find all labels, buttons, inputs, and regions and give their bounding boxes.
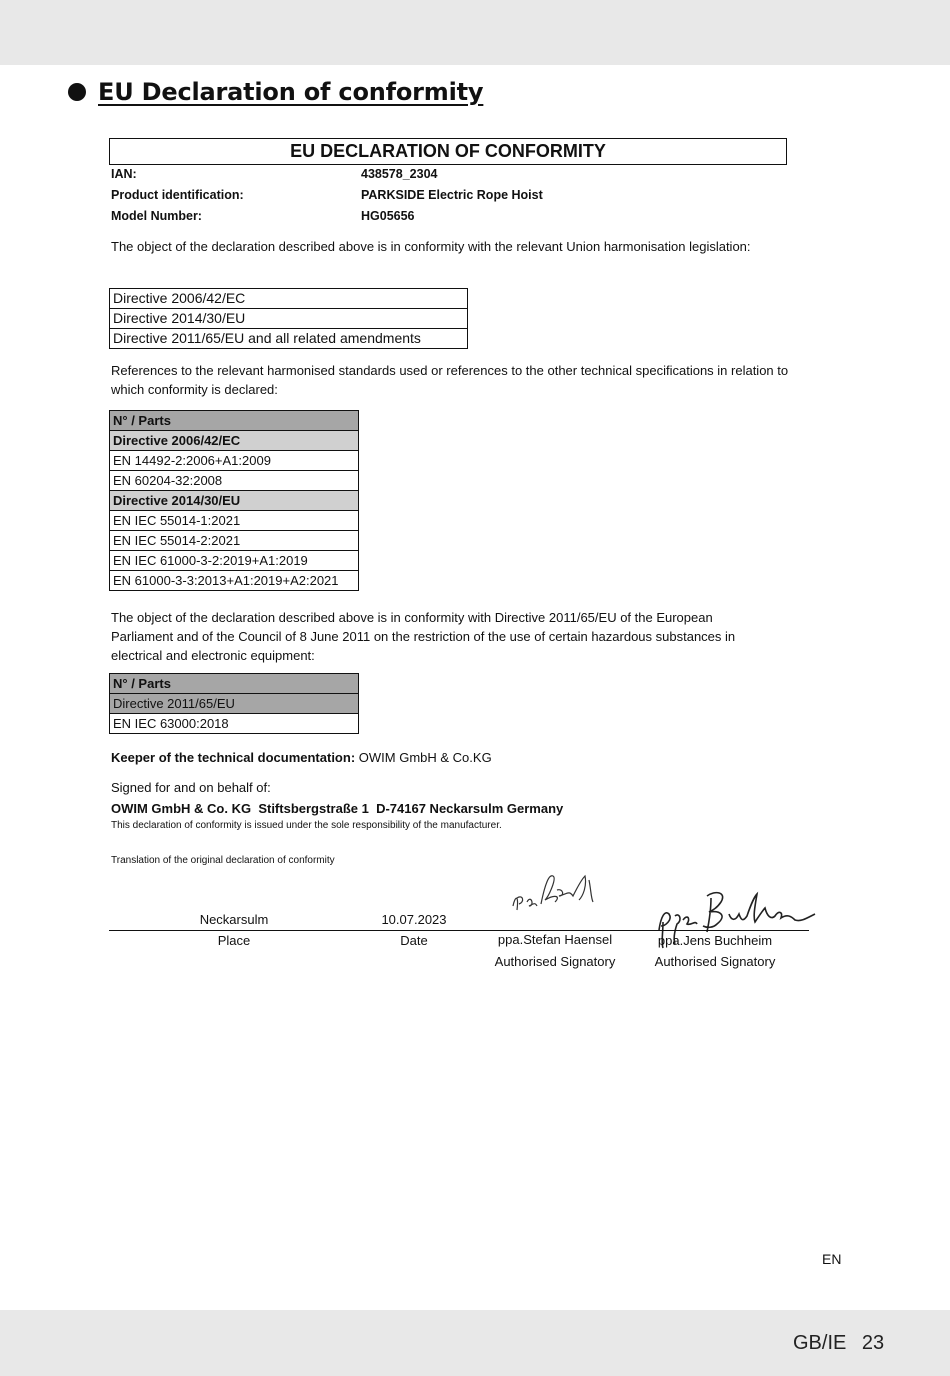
bullet-icon: [68, 83, 86, 101]
table-row: EN IEC 63000:2018: [110, 714, 359, 734]
place-value: Neckarsulm: [199, 912, 269, 927]
rohs-table: [109, 673, 359, 734]
table-row: EN 60204-32:2008: [110, 471, 359, 491]
date-label: Date: [400, 933, 428, 948]
table-row: EN IEC 61000-3-2:2019+A1:2019: [110, 551, 359, 571]
signature-haensel: [505, 866, 605, 926]
table-section: Directive 2011/65/EU: [110, 694, 359, 714]
directives-table: [109, 288, 468, 349]
signer2-name: ppa.Jens Buchheim: [657, 933, 773, 948]
page-number: GB/IE 23: [793, 1332, 885, 1354]
directive-item: Directive 2006/42/EC: [110, 289, 468, 309]
product-label: Product identification:: [111, 188, 244, 202]
translation-note: Translation of the original declaration of conformity: [111, 855, 335, 866]
model-label: Model Number:: [111, 209, 202, 223]
signer1-name: ppa.Stefan Haensel: [497, 932, 613, 947]
table-row: EN 14492-2:2006+A1:2009: [110, 451, 359, 471]
keeper-label: Keeper of the technical documentation:: [111, 750, 356, 765]
page-title: EU Declaration of conformity: [98, 78, 484, 106]
signer2-role: Authorised Signatory: [654, 954, 776, 969]
signed-for-text: Signed for and on behalf of:: [111, 780, 271, 795]
table-row: EN IEC 55014-1:2021: [110, 511, 359, 531]
directive-item: Directive 2011/65/EU and all related amendments: [110, 329, 468, 349]
references-text: References to the relevant harmonised standards used or references to the other technical specifications in relation to which conformity is declared:: [111, 363, 789, 397]
keeper-value: OWIM GmbH & Co.KG: [358, 750, 492, 765]
signer1-role: Authorised Signatory: [494, 954, 616, 969]
top-band: [0, 0, 950, 65]
ian-label: IAN:: [111, 167, 137, 181]
place-label: Place: [217, 933, 251, 948]
language-code: EN: [822, 1251, 842, 1267]
table-row: EN 61000-3-3:2013+A1:2019+A2:2021: [110, 571, 359, 591]
table-section: Directive 2014/30/EU: [110, 491, 359, 511]
directive-item: Directive 2014/30/EU: [110, 309, 468, 329]
table-row: EN IEC 55014-2:2021: [110, 531, 359, 551]
company-address: OWIM GmbH & Co. KG Stiftsbergstraße 1 D-74167 Neckarsulm Germany: [111, 801, 564, 816]
date-value: 10.07.2023: [381, 912, 447, 927]
rohs-text: The object of the declaration described above is in conformity with Directive 2011/65/EU of the European Parliament and of the Council of 8 June 2011 on the restriction of the use of certain hazardous substances in electrical and electronic equipment:: [111, 610, 736, 663]
intro-text: The object of the declaration described above is in conformity with the relevant Union harmonisation legislation:: [111, 239, 751, 254]
keeper-line: [111, 748, 492, 767]
model-value: HG05656: [361, 209, 415, 223]
signature-line: [109, 930, 809, 931]
section-heading: [68, 78, 483, 106]
declaration-title: EU DECLARATION OF CONFORMITY: [109, 138, 787, 165]
ian-value: 438578_2304: [361, 167, 438, 181]
standards-table: [109, 410, 359, 591]
table-header: N° / Parts: [110, 674, 359, 694]
table-section: Directive 2006/42/EC: [110, 431, 359, 451]
table-header: N° / Parts: [110, 411, 359, 431]
responsibility-note: This declaration of conformity is issued under the sole responsibility of the manufacturer.: [111, 820, 502, 831]
product-value: PARKSIDE Electric Rope Hoist: [361, 188, 543, 202]
